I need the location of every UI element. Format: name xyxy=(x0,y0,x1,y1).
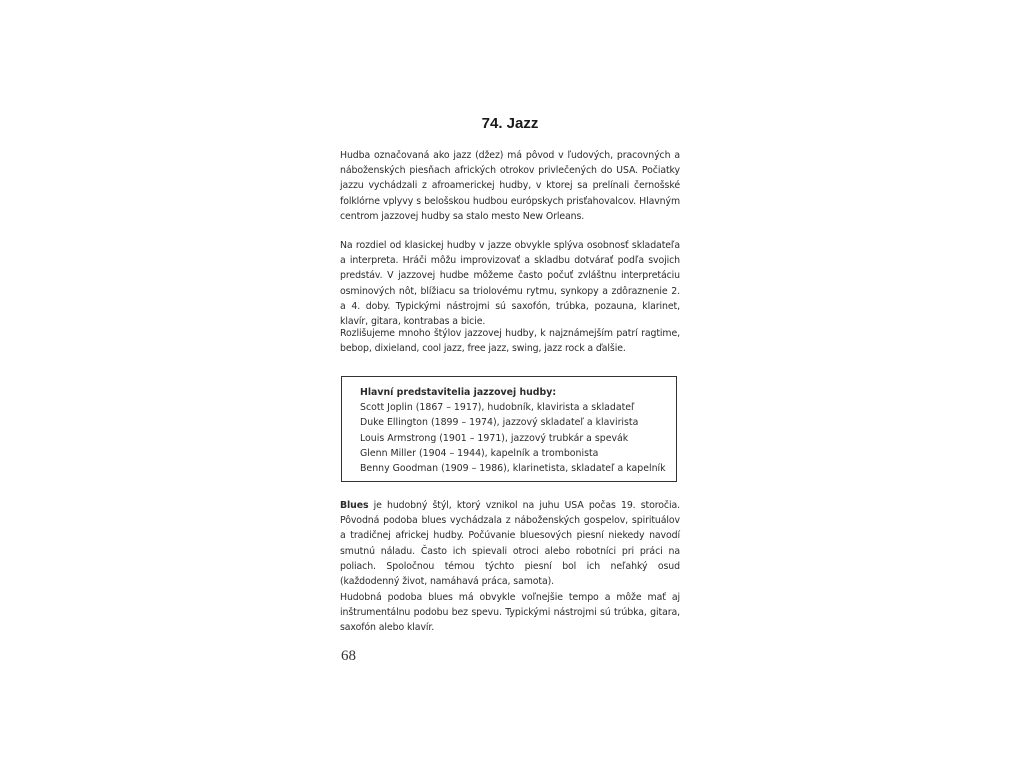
representatives-box xyxy=(341,376,677,482)
paragraph-blues-form: Hudobná podoba blues má obvykle voľnejšie tempo a môže mať aj inštrumentálnu podobu bez spevu. Typickými nástrojmi sú trúbka, gitara, saxofón alebo klavír. xyxy=(340,592,680,634)
representative-item: Scott Joplin (1867 – 1917), hudobník, klavirista a skladateľ xyxy=(360,402,635,414)
page-title: 74. Jazz xyxy=(481,115,539,132)
blues-term: Blues xyxy=(340,500,369,511)
representatives-list xyxy=(360,400,666,476)
representative-item: Benny Goodman (1909 – 1986), klarinetista, skladateľ a kapelník xyxy=(360,463,666,475)
representative-item: Duke Ellington (1899 – 1974), jazzový skladateľ a klavirista xyxy=(360,417,639,429)
page-number: 68 xyxy=(341,648,356,664)
blues-text: je hudobný štýl, ktorý vznikol na juhu USA počas 19. storočia. Pôvodná podoba blues vychádzala z náboženských gospelov, spirituálov a tradičnej africkej hudby. Počúvanie bluesových piesní niekedy navodí smutnú náladu. Často ich spievali otroci alebo robotníci pri práci na poliach. Spoločnou témou týchto piesní bol ich neľahký osud (každodenný život, namáhavá práca, samota). xyxy=(340,500,680,588)
paragraph-origins: Hudba označovaná ako jazz (džez) má pôvod v ľudových, pracovných a náboženských piesňach afrických otrokov privlečených do USA. Počiatky jazzu vychádzali z afroamerickej hudby, v ktorej sa prelínali černošské folklórne vplyvy s belošskou hudbou európskych prisťahovalcov. Hlavným centrom jazzovej hudby sa stalo mesto New Orleans. xyxy=(340,150,680,222)
paragraph-characteristics: Na rozdiel od klasickej hudby v jazze obvykle splýva osobnosť skladateľa a interpreta. Hráči môžu improvizovať a skladbu dotvárať podľa svojich predstáv. V jazzovej hudbe môžeme často počuť zvláštnu interpretáciu osminových nôt, blížiacu sa triolovému rytmu, synkopy a zdôraznenie 2. a 4. doby. Typickými nástrojmi sú saxofón, trúbka, pozauna, klarinet, klavír, gitara, kontrabas a bicie. xyxy=(340,240,680,328)
paragraph-blues xyxy=(340,498,680,589)
representatives-heading: Hlavní predstavitelia jazzovej hudby: xyxy=(360,387,557,398)
representative-item: Louis Armstrong (1901 – 1971), jazzový trubkár a spevák xyxy=(360,432,629,444)
representative-item: Glenn Miller (1904 – 1944), kapelník a trombonista xyxy=(360,447,599,459)
paragraph-styles: Rozlišujeme mnoho štýlov jazzovej hudby, k najznámejším patrí ragtime, bebop, dixieland, cool jazz, free jazz, swing, jazz rock a ďalšie. xyxy=(340,328,680,355)
